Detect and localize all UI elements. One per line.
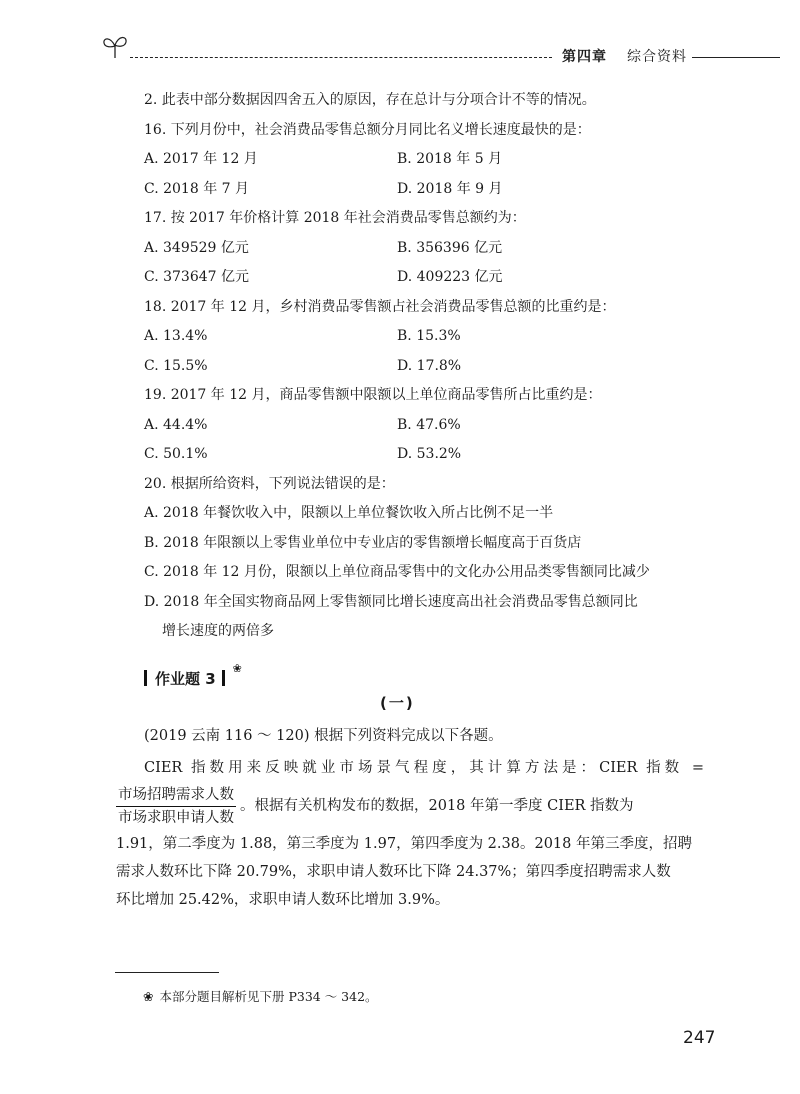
q19-options-row2 <box>144 440 704 470</box>
flower-icon: ❀ <box>232 661 242 675</box>
q18-option-a: A. 13.4% <box>144 328 208 344</box>
question-17: 17. 按 2017 年价格计算 2018 年社会消费品零售总额约为： <box>144 210 526 226</box>
passage-line-3: 1.91，第二季度为 1.88，第三季度为 1.97，第四季度为 2.38。2018 年第三季度，招聘 <box>116 836 692 852</box>
footnote-text: 本部分题目解析见下册 P334 ～ 342。 <box>159 989 378 1004</box>
heading-bar-right <box>222 670 225 686</box>
sprout-icon <box>100 30 130 60</box>
question-20: 20. 根据所给资料，下列说法错误的是： <box>144 475 395 492</box>
q20-option-a: A. 2018 年餐饮收入中，限额以上单位餐饮收入所占比例不足一半 <box>144 505 554 521</box>
q18-option-c: C. 15.5% <box>144 357 208 374</box>
question-16: 16. 下列月份中，社会消费品零售总额分月同比名义增长速度最快的是： <box>144 121 591 138</box>
fraction-denominator: 市场求职申请人数 <box>118 809 234 826</box>
q17-option-d: D. 409223 亿元 <box>397 269 503 285</box>
q19-option-b: B. 47.6% <box>397 416 461 433</box>
q16-options-row1 <box>144 145 704 175</box>
passage-line-1: CIER 指数用来反映就业市场景气程度，其计算方法是：CIER 指数 = <box>144 760 704 776</box>
header-rule-dashed <box>130 57 552 58</box>
q17-options-row1 <box>144 234 704 264</box>
q19-options-row1 <box>144 411 704 441</box>
passage-body <box>116 754 704 914</box>
footnote <box>143 987 378 1005</box>
q19-option-d: D. 53.2% <box>397 446 462 462</box>
footnote-flower-icon: ❀ <box>143 989 154 1004</box>
page-number: 247 <box>683 1028 716 1048</box>
q18-option-b: B. 15.3% <box>397 328 461 344</box>
header-rule-solid <box>692 57 780 58</box>
chapter-label: 第四章 <box>562 49 607 65</box>
q20-option-d: D. 2018 年全国实物商品网上零售额同比增长速度高出社会消费品零售总额同比 <box>144 593 638 610</box>
cier-fraction <box>116 784 236 829</box>
q20-option-c: C. 2018 年 12 月份，限额以上单位商品零售中的文化办公用品类零售额同比减少 <box>144 564 650 580</box>
page-header <box>100 30 780 66</box>
q16-option-a: A. 2017 年 12 月 <box>144 151 258 167</box>
q18-options-row2 <box>144 352 704 382</box>
q19-option-c: C. 50.1% <box>144 446 208 462</box>
homework-heading <box>144 661 242 690</box>
question-19: 19. 2017 年 12 月，商品零售额中限额以上单位商品零售所占比重约是： <box>144 387 602 403</box>
section-label: 综合资料 <box>627 49 687 65</box>
q20-option-d-cont: 增长速度的两倍多 <box>162 623 274 639</box>
q16-options-row2 <box>144 175 704 205</box>
q20-option-b: B. 2018 年限额以上零售业单位中专业店的零售额增长幅度高于百货店 <box>144 534 582 551</box>
heading-bar-left <box>144 670 147 686</box>
q17-option-a: A. 349529 亿元 <box>144 239 249 256</box>
q16-option-c: C. 2018 年 7 月 <box>144 180 249 197</box>
q16-option-d: D. 2018 年 9 月 <box>397 180 503 197</box>
note-2: 2. 此表中部分数据因四舍五入的原因，存在总计与分项合计不等的情况。 <box>144 92 596 108</box>
fraction-numerator: 市场招聘需求人数 <box>116 784 236 807</box>
questions-block <box>144 86 704 647</box>
footnote-rule <box>115 972 219 973</box>
q16-option-b: B. 2018 年 5 月 <box>397 151 503 167</box>
passage-line-5: 环比增加 25.42%，求职申请人数环比增加 3.9%。 <box>116 892 450 908</box>
q18-option-d: D. 17.8% <box>397 357 462 374</box>
q17-option-c: C. 373647 亿元 <box>144 269 250 285</box>
homework-title: 作业题 3 <box>155 669 216 688</box>
passage-intro: (2019 云南 116 ～ 120) 根据下列资料完成以下各题。 <box>144 728 503 744</box>
question-18: 18. 2017 年 12 月，乡村消费品零售额占社会消费品零售总额的比重约是： <box>144 298 616 315</box>
q17-option-b: B. 356396 亿元 <box>397 239 503 256</box>
q19-option-a: A. 44.4% <box>144 416 208 433</box>
q17-options-row2 <box>144 263 704 293</box>
part-label: (一) <box>380 694 415 712</box>
passage-line-2: 。根据有关机构发布的数据，2018 年第一季度 CIER 指数为 <box>240 798 634 814</box>
q18-options-row1 <box>144 322 704 352</box>
passage-line-4: 需求人数环比下降 20.79%，求职申请人数环比下降 24.37%；第四季度招聘需求人数 <box>116 864 671 880</box>
passage-formula-row <box>116 782 704 830</box>
